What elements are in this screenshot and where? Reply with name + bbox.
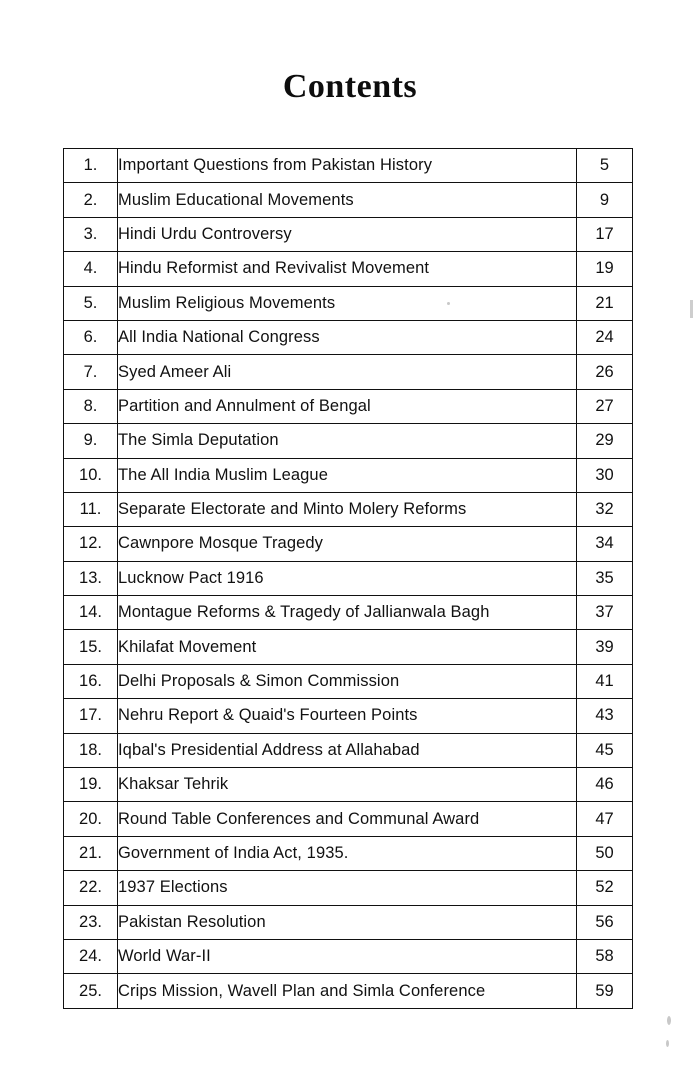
toc-entry-page: 34 [577,527,633,561]
toc-entry-page: 50 [577,836,633,870]
scan-artifact-speck [667,1016,671,1025]
toc-entry-title[interactable]: Khaksar Tehrik [118,768,577,802]
toc-entry-page: 45 [577,733,633,767]
table-row[interactable] [64,252,633,286]
table-row[interactable] [64,733,633,767]
toc-entry-title[interactable]: Montague Reforms & Tragedy of Jallianwala Bagh [118,596,577,630]
toc-entry-number: 5. [64,286,118,320]
toc-entry-page: 26 [577,355,633,389]
toc-entry-title[interactable]: Government of India Act, 1935. [118,836,577,870]
scan-artifact-edge [690,300,693,318]
toc-entry-number: 21. [64,836,118,870]
toc-entry-number: 23. [64,905,118,939]
toc-entry-page: 37 [577,596,633,630]
toc-entry-title[interactable]: Partition and Annulment of Bengal [118,389,577,423]
toc-entry-number: 4. [64,252,118,286]
toc-entry-title[interactable]: Syed Ameer Ali [118,355,577,389]
toc-entry-number: 17. [64,699,118,733]
toc-entry-number: 25. [64,974,118,1008]
table-of-contents [63,148,633,1009]
toc-entry-title[interactable]: Khilafat Movement [118,630,577,664]
toc-entry-page: 32 [577,492,633,526]
table-row[interactable] [64,836,633,870]
toc-entry-number: 14. [64,596,118,630]
table-row[interactable] [64,561,633,595]
toc-entry-page: 17 [577,217,633,251]
table-row[interactable] [64,527,633,561]
toc-entry-page: 21 [577,286,633,320]
toc-entry-title[interactable]: The Simla Deputation [118,424,577,458]
table-row[interactable] [64,802,633,836]
table-row[interactable] [64,458,633,492]
table-row[interactable] [64,905,633,939]
toc-entry-page: 29 [577,424,633,458]
toc-body [64,149,633,1009]
toc-entry-number: 3. [64,217,118,251]
table-row[interactable] [64,939,633,973]
toc-entry-title[interactable]: All India National Congress [118,320,577,354]
toc-entry-page: 35 [577,561,633,595]
toc-entry-title[interactable]: Hindu Reformist and Revivalist Movement [118,252,577,286]
table-row[interactable] [64,320,633,354]
table-row[interactable] [64,630,633,664]
table-row[interactable] [64,596,633,630]
scan-artifact-speck [666,1040,669,1047]
toc-entry-title[interactable]: Delhi Proposals & Simon Commission [118,664,577,698]
toc-entry-page: 19 [577,252,633,286]
toc-entry-page: 27 [577,389,633,423]
table-row[interactable] [64,424,633,458]
toc-entry-title[interactable]: Crips Mission, Wavell Plan and Simla Conference [118,974,577,1008]
toc-entry-page: 46 [577,768,633,802]
toc-entry-title[interactable]: Hindi Urdu Controversy [118,217,577,251]
toc-entry-page: 52 [577,871,633,905]
toc-entry-number: 19. [64,768,118,802]
toc-entry-title[interactable]: Lucknow Pact 1916 [118,561,577,595]
toc-entry-title[interactable]: Nehru Report & Quaid's Fourteen Points [118,699,577,733]
toc-entry-number: 12. [64,527,118,561]
page-title: Contents [282,68,418,105]
toc-entry-number: 15. [64,630,118,664]
toc-entry-page: 24 [577,320,633,354]
toc-entry-title[interactable]: Muslim Educational Movements [118,183,577,217]
table-row[interactable] [64,699,633,733]
toc-entry-number: 20. [64,802,118,836]
toc-entry-page: 59 [577,974,633,1008]
toc-entry-number: 10. [64,458,118,492]
table-row[interactable] [64,871,633,905]
toc-table [63,148,633,1009]
table-row[interactable] [64,492,633,526]
toc-entry-number: 22. [64,871,118,905]
toc-entry-number: 16. [64,664,118,698]
table-row[interactable] [64,183,633,217]
toc-entry-page: 56 [577,905,633,939]
toc-entry-number: 18. [64,733,118,767]
toc-entry-page: 47 [577,802,633,836]
toc-entry-number: 1. [64,149,118,183]
toc-entry-number: 13. [64,561,118,595]
toc-entry-number: 11. [64,492,118,526]
toc-entry-number: 6. [64,320,118,354]
toc-entry-title[interactable]: Iqbal's Presidential Address at Allahabad [118,733,577,767]
table-row[interactable] [64,768,633,802]
table-row[interactable] [64,217,633,251]
toc-entry-number: 9. [64,424,118,458]
toc-entry-title[interactable]: Pakistan Resolution [118,905,577,939]
table-row[interactable] [64,389,633,423]
toc-entry-title[interactable]: Muslim Religious Movements [118,286,577,320]
toc-entry-number: 2. [64,183,118,217]
toc-entry-page: 30 [577,458,633,492]
toc-entry-title[interactable]: Cawnpore Mosque Tragedy [118,527,577,561]
toc-entry-title[interactable]: The All India Muslim League [118,458,577,492]
toc-entry-page: 5 [577,149,633,183]
scan-artifact-speck [447,302,450,305]
toc-entry-number: 8. [64,389,118,423]
toc-entry-number: 7. [64,355,118,389]
table-row[interactable] [64,355,633,389]
toc-entry-page: 39 [577,630,633,664]
toc-entry-title[interactable]: World War-II [118,939,577,973]
toc-entry-page: 58 [577,939,633,973]
toc-entry-title[interactable]: 1937 Elections [118,871,577,905]
table-row[interactable] [64,149,633,183]
toc-entry-page: 41 [577,664,633,698]
toc-entry-title[interactable]: Round Table Conferences and Communal Award [118,802,577,836]
table-row[interactable] [64,286,633,320]
table-row[interactable] [64,664,633,698]
toc-entry-title[interactable]: Separate Electorate and Minto Molery Reforms [118,492,577,526]
toc-entry-number: 24. [64,939,118,973]
toc-entry-page: 43 [577,699,633,733]
toc-entry-title[interactable]: Important Questions from Pakistan History [118,149,577,183]
toc-entry-page: 9 [577,183,633,217]
table-row[interactable] [64,974,633,1008]
